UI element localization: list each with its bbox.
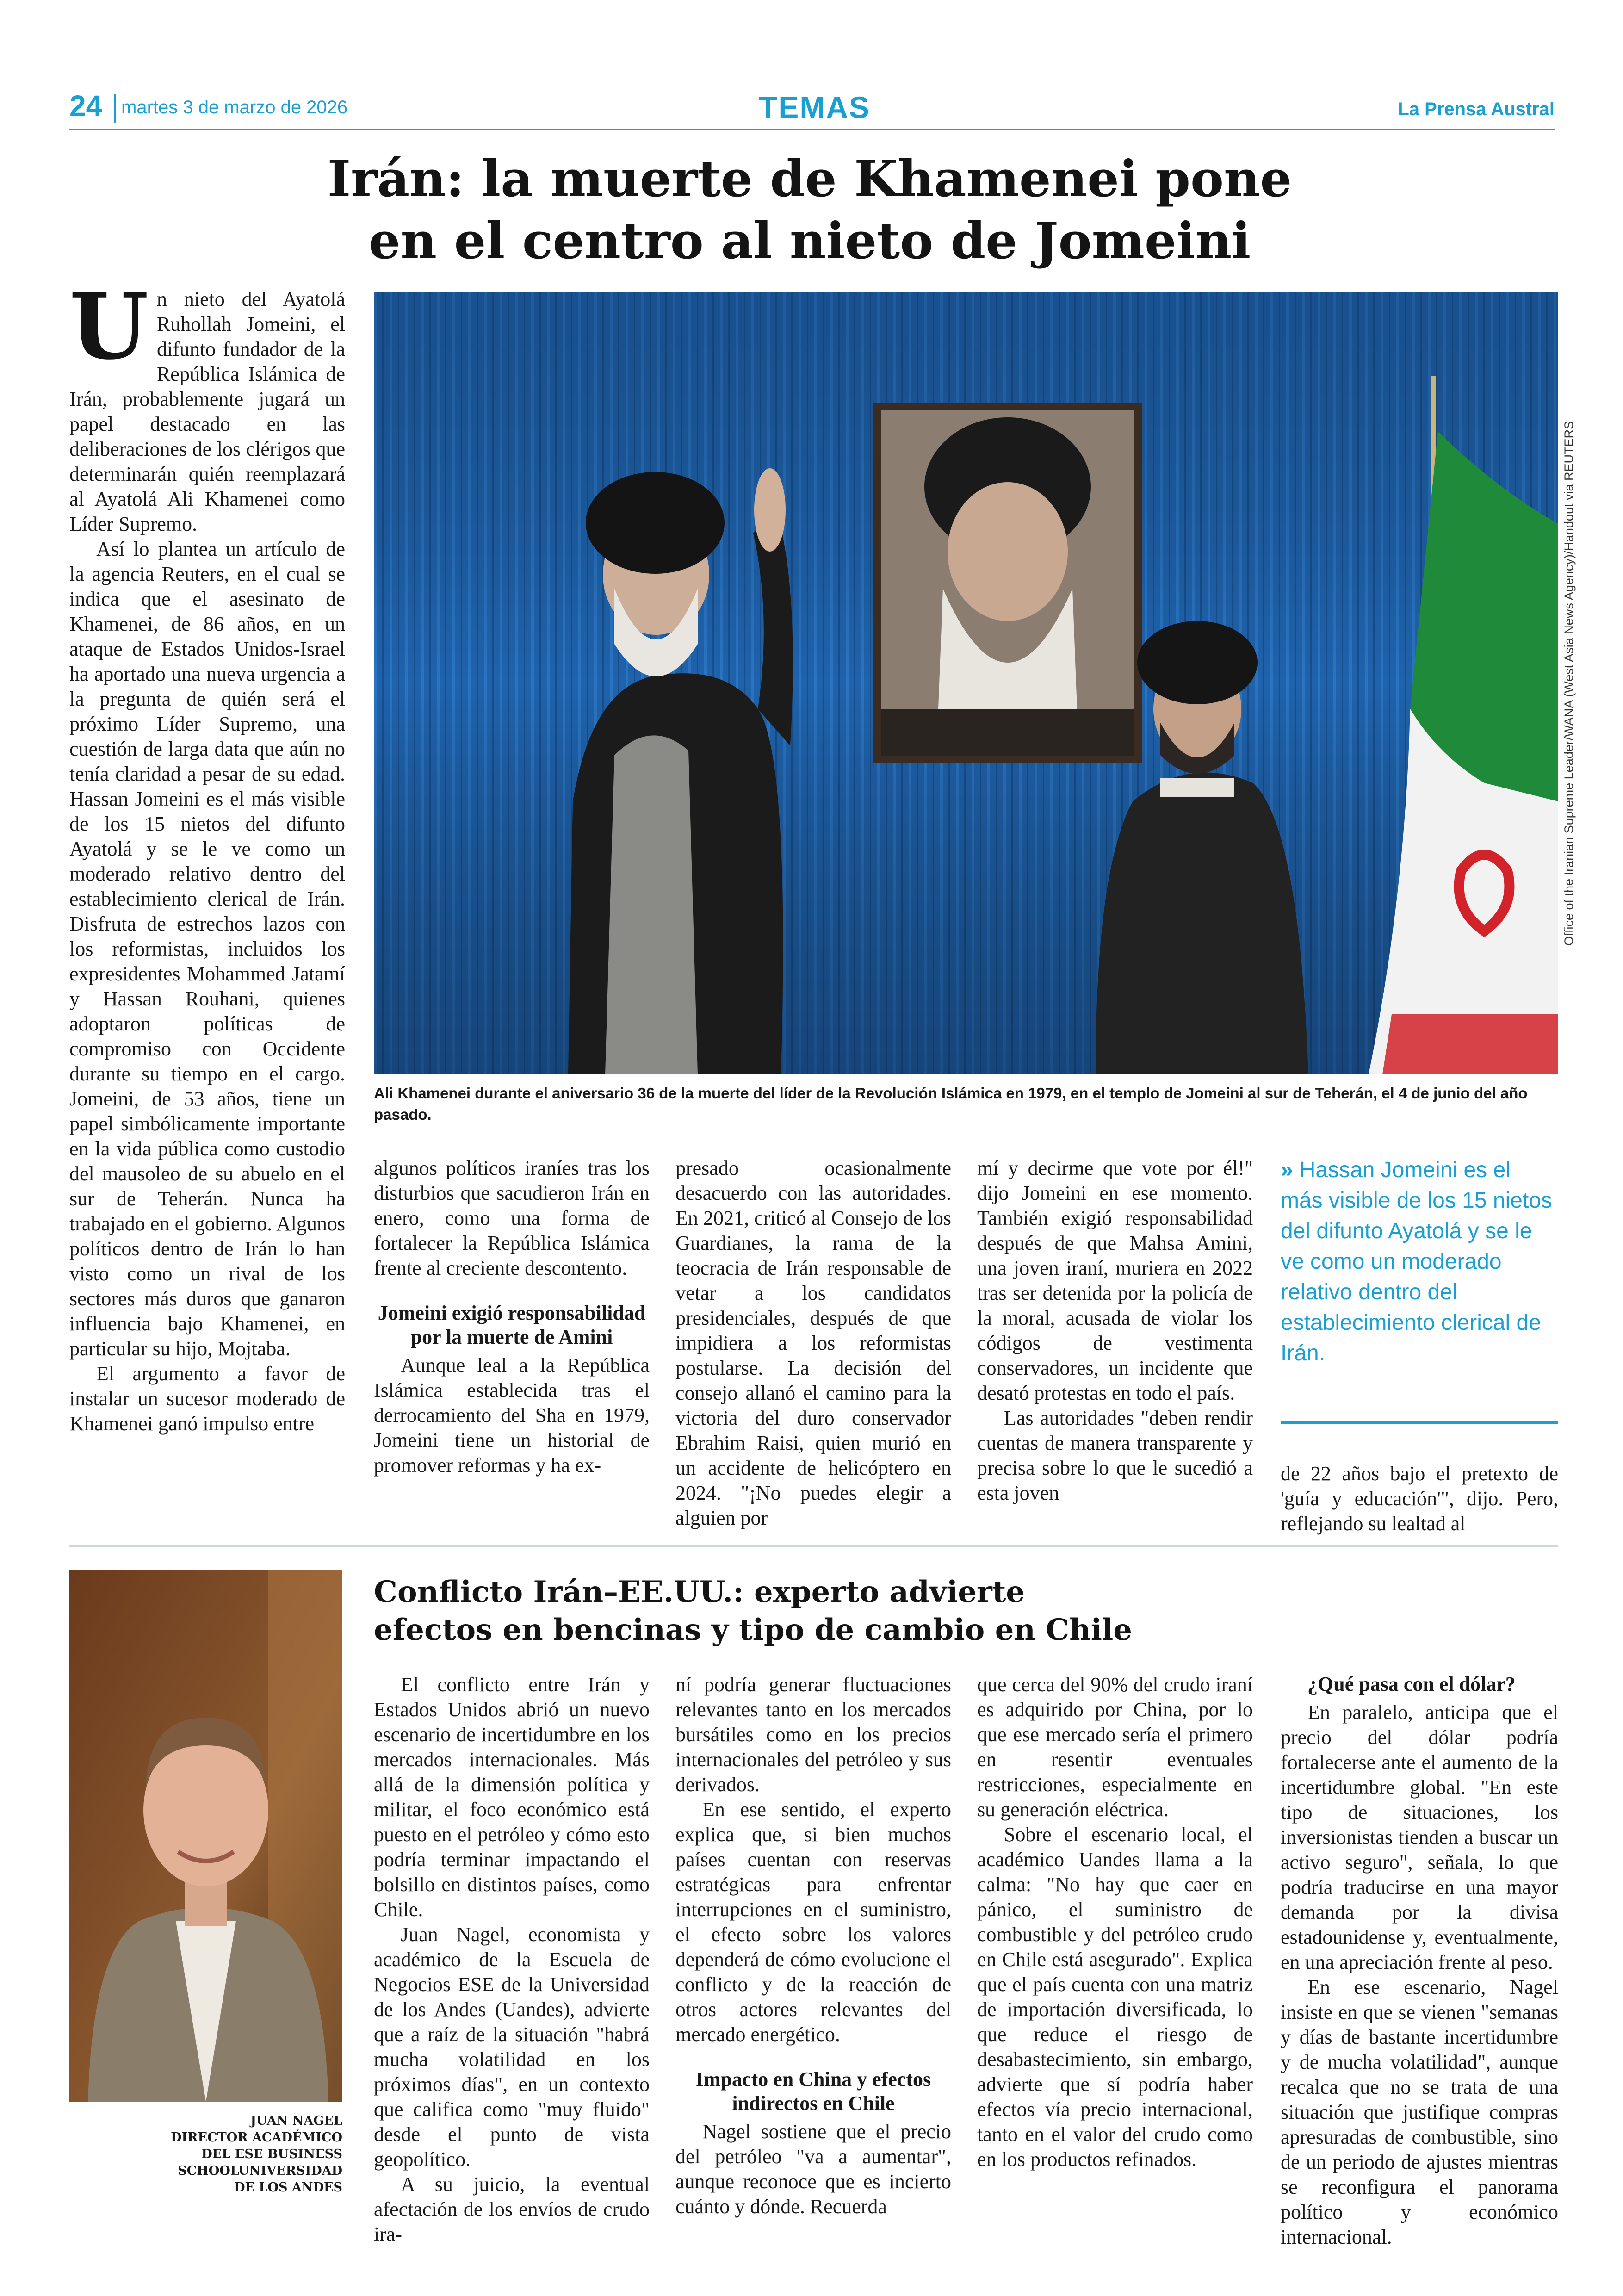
- article1-para-3: El argumento a favor de instalar un sucesor moderado de Khamenei ganó impulso entre: [69, 1362, 345, 1435]
- article2-headline-line2: efectos en bencinas y tipo de cambio en Chile: [374, 1613, 1132, 1647]
- page-number: 24: [69, 89, 103, 123]
- portrait-caption: [69, 2113, 342, 2196]
- pull-quote-text: Hassan Jomeini es el más visible de los 15 nietos del difunto Ayatolá y se le ve como un moderado relativo dentro del establecimiento clerical de Irán.: [1281, 1158, 1552, 1365]
- article2-para-3: A su juicio, la eventual afectación de los envíos de crudo ira-: [374, 2173, 650, 2246]
- article2-col3-para-1: que cerca del 90% del crudo iraní es adquirido por China, por lo que ese mercado sería el primero en resentir eventuales restricciones, especialmente en su generación eléctrica.: [977, 1673, 1253, 1821]
- article2-col4-para-1: En paralelo, anticipa que el precio del dólar podría fortalecerse ante el aumento de la incertidumbre global. "En este tipo de situaciones, los inversionistas tienden a buscar un activo seguro", señala, lo que podría traducirse en una mayor demanda por la divisa estadounidense y, eventualmente, en una apreciación frente al peso.: [1281, 1701, 1558, 1973]
- chevron-right-icon: »: [1281, 1158, 1293, 1182]
- portrait-caption-line2: DIRECTOR ACADÉMICO: [171, 2130, 342, 2145]
- article1-col2-text-a: algunos políticos iraníes tras los disturbios que sacudieron Irán en enero, como una forma de fortalecer la República Islámica frente al creciente descontento.: [374, 1157, 650, 1279]
- photo-caption: Ali Khamenei durante el aniversario 36 de la muerte del líder de la Revolución Islámica en 1979, en el templo de Jomeini al sur de Teherán, el 4 de junio del año pasado.: [374, 1085, 1528, 1123]
- article1-column-3: [675, 1156, 951, 1531]
- article1-column-5: [1281, 1461, 1558, 1536]
- article1-headline-line1: Irán: la muerte de Khamenei pone: [327, 150, 1292, 208]
- article2-headline-line1: Conflicto Irán–EE.UU.: experto advierte: [374, 1575, 1025, 1609]
- photo-khamenei-jomeini: [374, 292, 1558, 1074]
- photo-juan-nagel: [69, 1570, 342, 2102]
- article2-column-2: [675, 1672, 951, 2219]
- pull-quote: [1281, 1155, 1558, 1369]
- article2-column-4: [1281, 1672, 1558, 2250]
- article2-column-3: [977, 1672, 1253, 2172]
- photo-credit-text: Office of the Iranian Supreme Leader/WANA (West Asia News Agency)/Handout via REUTERS: [1562, 421, 1576, 946]
- portrait-caption-line5: DE LOS ANDES: [234, 2180, 342, 2195]
- article1-col4-text-a: mí y decirme que vote por él!" dijo Jomeini en ese momento. También exigió responsabilidad después de que Mahsa Amini, una joven iraní, muriera en 2022 tras ser detenida por la policía de la moral, acusada de violar los códigos de vestimenta conservadores, un incidente que desató protestas en todo el país.: [977, 1157, 1253, 1404]
- portrait-photo: [69, 1570, 342, 2102]
- article2-col4-para-2: En ese escenario, Nagel insiste en que se vienen "semanas y días de bastante incertidumbre y de mucha volatilidad", aunque recalca que no se trata de una situación que justifique compras apresuradas de combustible, sino de un periodo de ajustes mientras se reconfigura el panorama político y económico internacional.: [1281, 1976, 1558, 2248]
- article1-col2-text-b: Aunque leal a la República Islámica establecida tras el derrocamiento del Sha en 1979, Jomeini tiene un historial de promover reformas y ha ex-: [374, 1354, 650, 1477]
- article-separator: [69, 1545, 1558, 1547]
- article2-para-2: Juan Nagel, economista y académico de la Escuela de Negocios ESE de la Universidad de los Andes (Uandes), advierte que a raíz de la situación "habrá mucha volatilidad en los próximos días", en un contexto que califica como "muy fluido" desde el punto de vista geopolítico.: [374, 1923, 650, 2171]
- article2-para-1: El conflicto entre Irán y Estados Unidos abrió un nuevo escenario de incertidumbre en los mercados internacionales. Más allá de la dimensión política y militar, el foco económico está puesto en el petróleo y cómo esto podría terminar impactando el bolsillo en distintos países, como Chile.: [374, 1673, 650, 1921]
- article1-column-1: [69, 273, 345, 1436]
- article2-col3-para-2: Sobre el escenario local, el académico Uandes llama a la calma: "No hay que caer en pánico, el suministro de combustible y del petróleo crudo en Chile está asegurado". Explica que el país cuenta con una matriz de importación diversificada, lo que reduce el riesgo de desabastecimiento, sin embargo, advierte que sí podría haber efectos vía precio internacional, tanto en el valor del crudo como en los productos refinados.: [977, 1823, 1253, 2171]
- portrait-caption-line4: SCHOOLUNIVERSIDAD: [178, 2164, 342, 2178]
- article2-col2-para-1: ní podría generar fluctuaciones relevantes tanto en los mercados bursátiles como en los precios internacionales del petróleo y sus derivados.: [675, 1673, 951, 1796]
- article1-col3-text: presado ocasionalmente desacuerdo con las autoridades. En 2021, criticó al Consejo de los Guardianes, la rama de la teocracia de Irán responsable de vetar a los candidatos presidenciales, después de que impidiera a los reformistas postularse. La decisión del consejo allanó el camino para la victoria del duro conservador Ebrahim Raisi, quien murió en un accidente de helicóptero en 2024. "¡No puedes elegir a alguien por: [675, 1157, 951, 1529]
- portrait-caption-name: JUAN NAGEL: [250, 2114, 342, 2128]
- article2-headline: [374, 1573, 1558, 1649]
- article2-subhead-china: Impacto en China y efectos indirectos en Chile: [695, 2068, 931, 2115]
- article2-subhead-dolar: ¿Qué pasa con el dólar?: [1307, 1673, 1516, 1695]
- main-photo: [374, 292, 1558, 1074]
- article1-headline-line2: en el centro al nieto de Jomeini: [368, 212, 1251, 270]
- article2-col2-para-3: Nagel sostiene que el precio del petróleo "va a aumentar", aunque reconoce que es incierto cuánto y dónde. Recuerda: [675, 2120, 951, 2218]
- drop-cap: U: [69, 273, 149, 380]
- article1-headline: [231, 148, 1388, 272]
- article2-col2-para-2: En ese sentido, el experto explica que, si bien muchos países cuentan con reservas estratégicas para enfrentar interrupciones en el suministro, el efecto sobre los valores dependerá de cómo evolucione el conflicto y de la reacción de otros actores relevantes del mercado energético.: [675, 1798, 951, 2046]
- page-number-divider: [114, 94, 116, 123]
- issue-date: martes 3 de marzo de 2026: [121, 97, 348, 118]
- article1-col4-text-b: Las autoridades "deben rendir cuentas de manera transparente y precisa sobre lo que le sucedió a esta joven: [977, 1407, 1253, 1504]
- section-title: TEMAS: [759, 90, 870, 124]
- photo-credit: [1562, 292, 1580, 1074]
- article1-column-2: [374, 1156, 650, 1478]
- header-rule: [69, 129, 1555, 130]
- article1-subhead: Jomeini exigió responsabilidad por la muerte de Amini: [378, 1302, 646, 1348]
- article2-column-1: [374, 1672, 650, 2247]
- article1-para-2: Así lo plantea un artículo de la agencia Reuters, en el cual se indica que el asesinato de Khamenei, de 86 años, en un ataque de Estados Unidos-Israel ha aportado una nueva urgencia a la pregunta de quién será el próximo Líder Supremo, una cuestión de larga data que aún no tenía claridad a pesar de su edad. Hassan Jomeini es el más visible de los 15 nietos del difunto Ayatolá y se le ve como un moderado relativo dentro del establecimiento clerical de Irán. Disfruta de estrechos lazos con los reformistas, incluidos los expresidentes Mohammed Jatamí y Hassan Rouhani, quienes adoptaron políticas de compromiso con Occidente durante su tiempo en el cargo. Jomeini, de 53 años, tiene un papel simbólicamente importante en la vida pública como custodio del mausoleo de su abuelo en el sur de Teherán. Nunca ha trabajado en el gobierno. Algunos políticos dentro de Irán lo han visto como un rival de los sectores más duros que ganaron influencia bajo Khamenei, en particular su hijo, Mojtaba.: [69, 538, 345, 1360]
- article1-para-1-text: n nieto del Ayatolá Ruhollah Jomeini, el difunto fundador de la República Islámica de Irán, probablemente jugará un papel destacado en las deliberaciones de los clérigos que determinarán quién reemplazará al Ayatolá Ali Khamenei como Líder Supremo.: [69, 288, 345, 535]
- newspaper-name: La Prensa Austral: [1398, 99, 1555, 119]
- article1-column-4: [977, 1156, 1253, 1506]
- pull-quote-rule: [1281, 1421, 1558, 1424]
- article1-para-1: [69, 273, 345, 537]
- portrait-caption-line3: DEL ESE BUSINESS: [201, 2147, 342, 2161]
- article1-col5-text: de 22 años bajo el pretexto de 'guía y educación'", dijo. Pero, reflejando su lealtad al: [1281, 1462, 1558, 1535]
